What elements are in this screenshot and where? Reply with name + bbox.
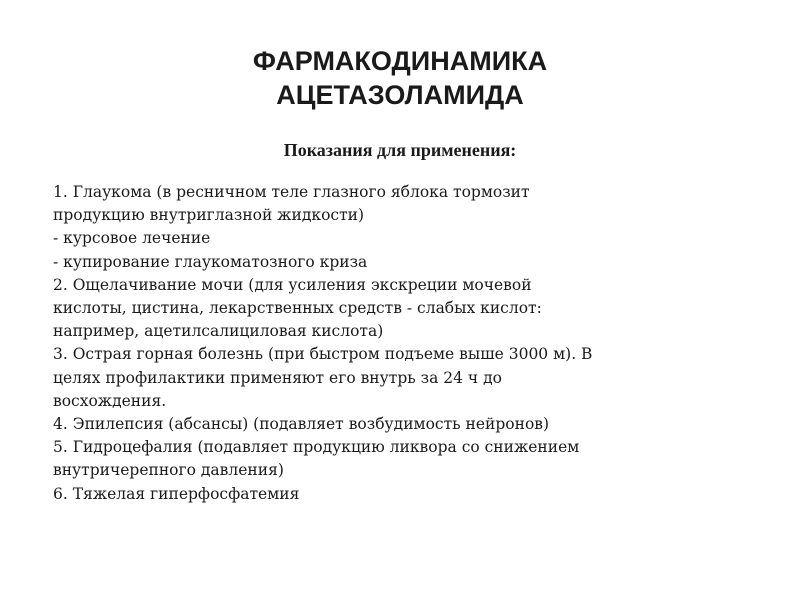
text-line: продукцию внутриглазной жидкости) bbox=[53, 206, 365, 225]
text-line: внутричерепного давления) bbox=[53, 461, 284, 480]
slide-title bbox=[0, 44, 800, 112]
text-line: восхождения. bbox=[53, 391, 167, 410]
text-line: 2. Ощелачивание мочи (для усиления экскреции мочевой bbox=[53, 275, 532, 294]
text-line: целях профилактики применяют его внутрь за 24 ч до bbox=[53, 368, 502, 387]
slide-title-line-2: АЦЕТАЗОЛАМИДА bbox=[276, 80, 524, 110]
text-line: 1. Глаукома (в ресничном теле глазного яблока тормозит bbox=[53, 183, 530, 201]
text-line: кислоты, цистина, лекарственных средств - слабых кислот: bbox=[53, 299, 542, 318]
slide-title-line-1: ФАРМАКОДИНАМИКА bbox=[252, 46, 548, 76]
text-line: - купирование глаукоматозного криза bbox=[53, 252, 368, 271]
text-line: 5. Гидроцефалия (подавляет продукцию ликвора со снижением bbox=[53, 438, 580, 457]
text-line: 4. Эпилепсия (абсансы) (подавляет возбудимость нейронов) bbox=[53, 415, 550, 434]
text-line: например, ацетилсалициловая кислота) bbox=[53, 322, 384, 341]
slide-subtitle: Показания для применения: bbox=[283, 140, 517, 160]
text-line: 3. Острая горная болезнь (при быстром подъеме выше 3000 м). В bbox=[53, 345, 593, 364]
text-line: 6. Тяжелая гиперфосфатемия bbox=[53, 484, 300, 503]
indications-list bbox=[53, 181, 753, 506]
text-line: - курсовое лечение bbox=[53, 229, 211, 248]
